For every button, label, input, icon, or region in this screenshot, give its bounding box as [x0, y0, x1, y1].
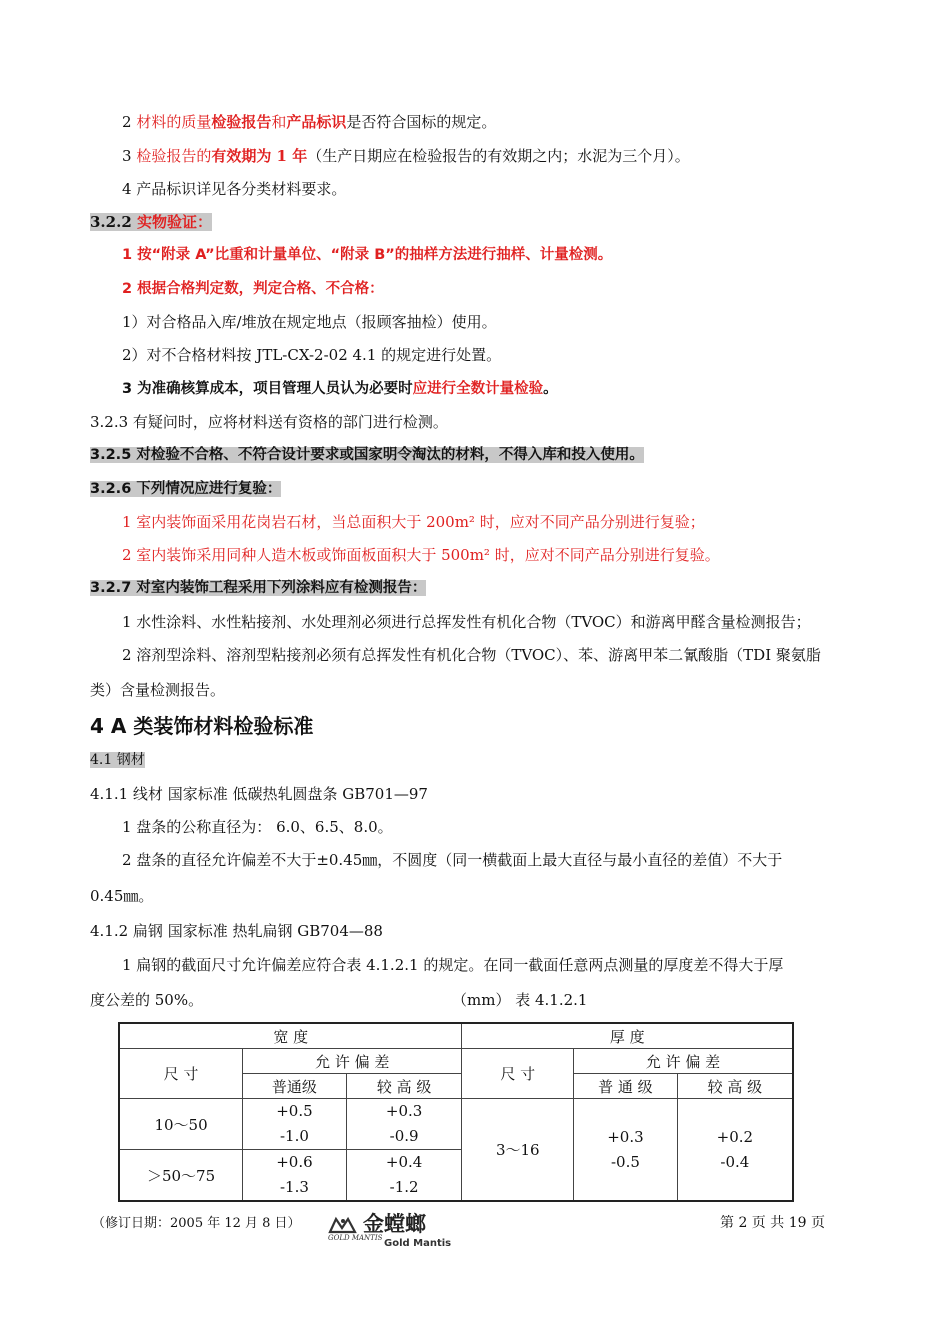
width-size-header: 尺 寸 [119, 1049, 243, 1099]
line-solvent-coating-cont: 类）含量检测报告。 [90, 681, 226, 699]
line-4-1-2: 4.1.2 扁钢 国家标准 热轧扁钢 GB704—88 [90, 922, 383, 940]
section-4-1-heading: 4.1 钢材 [90, 752, 145, 768]
thickness-tolerance-header: 允 许 偏 差 [574, 1049, 793, 1074]
line-flat-steel-cont: 度公差的 50%。 [90, 991, 204, 1009]
line-tolerance-cont: 0.45㎜。 [90, 887, 154, 905]
line-water-coating: 1 水性涂料、水性粘接剂、水处理剂必须进行总挥发性有机化合物（TVOC）和游离甲醛含量检测报告； [122, 613, 811, 631]
row2-higher: +0.4 -1.2 [346, 1150, 462, 1202]
width-header: 宽 度 [119, 1023, 462, 1049]
line-flat-steel: 1 扁钢的截面尺寸允许偏差应符合表 4.1.2.1 的规定。在同一截面任意两点测量的厚度差不得大于厚 [122, 956, 784, 974]
section-3-2-6-heading: 3.2.6 下列情况应进行复验： [90, 481, 282, 497]
row1-normal: +0.5 -1.0 [243, 1099, 347, 1150]
section-3-2-2-heading: 3.2.2 实物验证： [90, 213, 212, 231]
thickness-size: 3～16 [462, 1099, 574, 1202]
thickness-size-header: 尺 寸 [462, 1049, 574, 1099]
line-solvent-coating: 2 溶剂型涂料、溶剂型粘接剂必须有总挥发性有机化合物（TVOC）、苯、游离甲苯二氰酸脂（TDI 聚氨脂 [122, 646, 821, 664]
width-higher-grade: 较 高 级 [346, 1074, 462, 1099]
line-quality-report: 2 材料的质量检验报告和产品标识是否符合国标的规定。 [122, 113, 497, 131]
line-judgement: 2 根据合格判定数，判定合格、不合格： [122, 281, 384, 297]
width-tolerance-header: 允 许 偏 差 [243, 1049, 462, 1074]
thickness-normal-grade: 普 通 级 [574, 1074, 678, 1099]
table-caption: （mm） 表 4.1.2.1 [452, 991, 588, 1009]
logo-script-text: GOLD MANTIS [328, 1234, 383, 1242]
row2-normal: +0.6 -1.3 [243, 1150, 347, 1202]
line-wood-panel: 2 室内装饰采用同种人造木板或饰面板面积大于 500m² 时，应对不同产品分别进行复验。 [122, 546, 720, 564]
thickness-normal: +0.3 -0.5 [574, 1099, 678, 1202]
table-row [119, 1099, 793, 1150]
tolerance-table [118, 1022, 794, 1202]
section-3-2-7-heading: 3.2.7 对室内装饰工程采用下列涂料应有检测报告： [90, 580, 427, 596]
line-diameter: 1 盘条的公称直径为： 6.0、6.5、8.0。 [122, 818, 393, 836]
line-sampling: 1 按“附录 A”比重和计量单位、“附录 B”的抽样方法进行抽样、计量检测。 [122, 247, 613, 263]
row2-size: ＞50～75 [119, 1150, 243, 1202]
line-granite: 1 室内装饰面采用花岗岩石材，当总面积大于 200m² 时，应对不同产品分别进行复验； [122, 513, 705, 531]
section-3-2-5-heading: 3.2.5 对检验不合格、不符合设计要求或国家明令淘汰的材料，不得入库和投入使用。 [90, 447, 644, 463]
row1-size: 10～50 [119, 1099, 243, 1150]
width-normal-grade: 普通级 [243, 1074, 347, 1099]
line-validity: 3 检验报告的有效期为 1 年（生产日期应在检验报告的有效期之内；水泥为三个月）。 [122, 147, 690, 165]
line-tolerance: 2 盘条的直径允许偏差不大于±0.45㎜，不圆度（同一横截面上最大直径与最小直径的差值）不大于 [122, 851, 783, 869]
thickness-header: 厚 度 [462, 1023, 793, 1049]
row1-higher: +0.3 -0.9 [346, 1099, 462, 1150]
mantis-logo-icon [328, 1216, 358, 1234]
thickness-higher: +0.2 -0.4 [677, 1099, 793, 1202]
line-product-mark: 4 产品标识详见各分类材料要求。 [122, 180, 347, 198]
line-3-2-3: 3.2.3 有疑问时，应将材料送有资格的部门进行检测。 [90, 413, 448, 431]
section-4-heading: 4 A 类装饰材料检验标准 [90, 714, 314, 738]
line-unqualified: 2）对不合格材料按 JTL-CX-2-02 4.1 的规定进行处置。 [122, 346, 502, 364]
revision-date: （修订日期：2005 年 12 月 8 日） [92, 1216, 301, 1231]
thickness-higher-grade: 较 高 级 [677, 1074, 793, 1099]
logo-chinese: 金螳螂 [363, 1212, 426, 1236]
line-qualified: 1）对合格品入库/堆放在规定地点（报顾客抽检）使用。 [122, 313, 497, 331]
line-4-1-1: 4.1.1 线材 国家标准 低碳热轧圆盘条 GB701—97 [90, 785, 428, 803]
line-cost-check: 3 为准确核算成本，项目管理人员认为必要时应进行全数计量检验。 [122, 381, 558, 397]
logo-english: Gold Mantis [384, 1238, 452, 1249]
page-number: 第 2 页 共 19 页 [720, 1215, 825, 1231]
